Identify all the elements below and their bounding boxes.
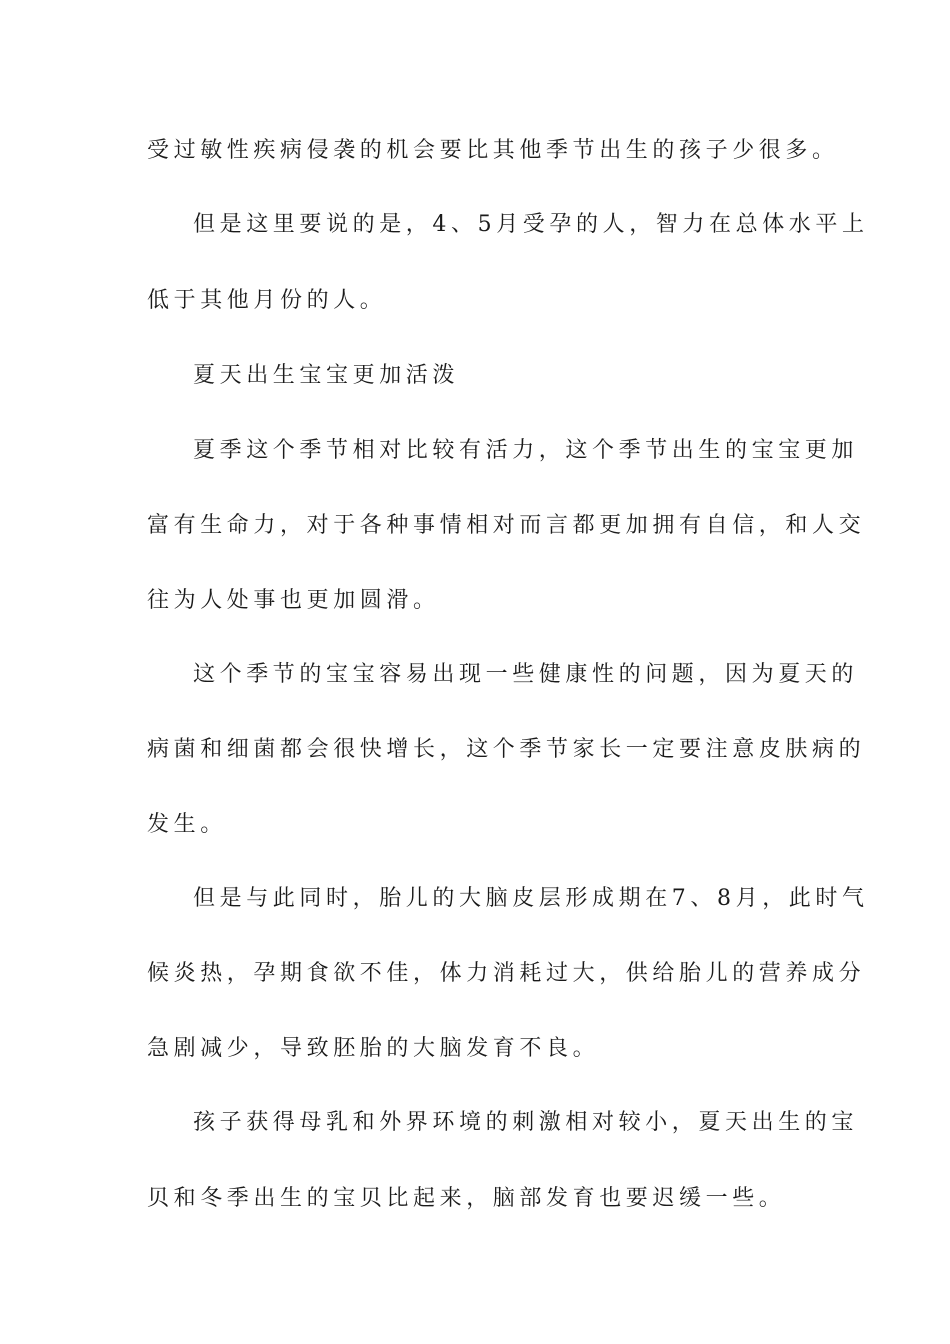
- text-line-14: 孩子获得母乳和外界环境的刺激相对较小，夏天出生的宝: [193, 1110, 859, 1135]
- text-line-5: 夏季这个季节相对比较有活力，这个季节出生的宝宝更加: [193, 438, 859, 463]
- text-line-11: 但是与此同时，胎儿的大脑皮层形成期在7、8月，此时气: [193, 886, 869, 911]
- text-line-13: 急剧减少，导致胚胎的大脑发育不良。: [147, 1036, 600, 1061]
- text-line-1: 受过敏性疾病侵袭的机会要比其他季节出生的孩子少很多。: [147, 138, 839, 163]
- text-line-8: 这个季节的宝宝容易出现一些健康性的问题，因为夏天的: [193, 662, 859, 687]
- text-line-9: 病菌和细菌都会很快增长，这个季节家长一定要注意皮肤病的: [147, 737, 866, 762]
- text-line-3: 低于其他月份的人。: [147, 288, 387, 313]
- section-heading: 夏天出生宝宝更加活泼: [193, 363, 460, 388]
- text-line-15: 贝和冬季出生的宝贝比起来，脑部发育也要迟缓一些。: [147, 1186, 786, 1211]
- text-line-7: 往为人处事也更加圆滑。: [147, 588, 440, 613]
- text-line-6: 富有生命力，对于各种事情相对而言都更加拥有自信，和人交: [147, 513, 866, 538]
- text-line-2: 但是这里要说的是，4、5月受孕的人，智力在总体水平上: [193, 212, 869, 237]
- text-line-12: 候炎热，孕期食欲不佳，体力消耗过大，供给胎儿的营养成分: [147, 961, 866, 986]
- text-line-10: 发生。: [147, 812, 227, 837]
